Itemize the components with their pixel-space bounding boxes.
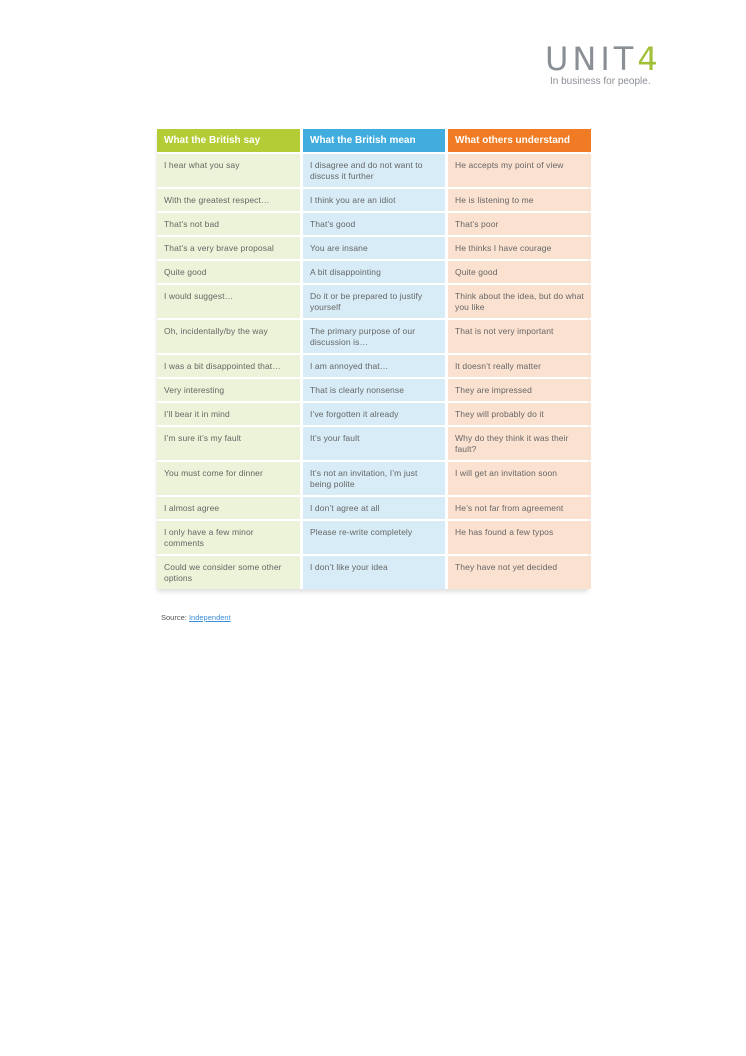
cell-british-say: Quite good xyxy=(157,261,300,283)
logo-tagline: In business for people. xyxy=(550,76,651,87)
cell-british-mean: You are insane xyxy=(303,237,445,259)
british-phrases-table-container xyxy=(157,129,588,589)
cell-british-say: That’s a very brave proposal xyxy=(157,237,300,259)
cell-others-understand: Quite good xyxy=(448,261,591,283)
source-line xyxy=(161,613,231,622)
cell-british-say: I’m sure it’s my fault xyxy=(157,427,300,460)
header-what-british-mean: What the British mean xyxy=(303,129,445,152)
table-row xyxy=(157,261,591,283)
cell-others-understand: He is listening to me xyxy=(448,189,591,211)
cell-others-understand: He accepts my point of view xyxy=(448,154,591,187)
cell-british-say: Could we consider some other options xyxy=(157,556,300,589)
logo-mark-text: UNIT xyxy=(545,40,638,78)
table-row xyxy=(157,521,591,554)
cell-british-mean: I’ve forgotten it already xyxy=(303,403,445,425)
table-row xyxy=(157,237,591,259)
cell-british-mean: I am annoyed that… xyxy=(303,355,445,377)
cell-british-mean: Please re-write completely xyxy=(303,521,445,554)
cell-others-understand: That’s poor xyxy=(448,213,591,235)
cell-british-mean: I disagree and do not want to discuss it further xyxy=(303,154,445,187)
cell-british-say: You must come for dinner xyxy=(157,462,300,495)
table-row xyxy=(157,285,591,318)
cell-others-understand: They will probably do it xyxy=(448,403,591,425)
cell-british-mean: I think you are an idiot xyxy=(303,189,445,211)
table-row xyxy=(157,379,591,401)
british-phrases-table xyxy=(154,127,594,591)
table-row xyxy=(157,154,591,187)
logo-mark xyxy=(545,42,658,76)
cell-british-mean: Do it or be prepared to justify yourself xyxy=(303,285,445,318)
cell-others-understand: He thinks I have courage xyxy=(448,237,591,259)
cell-british-say: With the greatest respect… xyxy=(157,189,300,211)
cell-others-understand: They are impressed xyxy=(448,379,591,401)
cell-british-say: I only have a few minor comments xyxy=(157,521,300,554)
table-header-row xyxy=(157,129,591,152)
source-label: Source: xyxy=(161,613,187,622)
cell-others-understand: He has found a few typos xyxy=(448,521,591,554)
cell-others-understand: It doesn’t really matter xyxy=(448,355,591,377)
header-what-british-say: What the British say xyxy=(157,129,300,152)
table-row xyxy=(157,213,591,235)
table-row xyxy=(157,189,591,211)
logo-mark-digit: 4 xyxy=(637,40,658,78)
source-link[interactable]: Independent xyxy=(188,613,231,622)
header-what-others-understand: What others understand xyxy=(448,129,591,152)
table-row xyxy=(157,427,591,460)
cell-british-say: Very interesting xyxy=(157,379,300,401)
cell-british-say: I would suggest… xyxy=(157,285,300,318)
unit4-logo xyxy=(540,40,662,92)
table-body xyxy=(157,154,591,589)
cell-british-say: That’s not bad xyxy=(157,213,300,235)
cell-british-mean: I don’t agree at all xyxy=(303,497,445,519)
cell-british-say: I almost agree xyxy=(157,497,300,519)
table-row xyxy=(157,403,591,425)
table-row xyxy=(157,556,591,589)
cell-british-mean: It’s not an invitation, I’m just being polite xyxy=(303,462,445,495)
cell-british-mean: It’s your fault xyxy=(303,427,445,460)
cell-british-mean: I don’t like your idea xyxy=(303,556,445,589)
table-row xyxy=(157,497,591,519)
table-row xyxy=(157,355,591,377)
cell-british-say: Oh, incidentally/by the way xyxy=(157,320,300,353)
cell-others-understand: I will get an invitation soon xyxy=(448,462,591,495)
cell-british-mean: That is clearly nonsense xyxy=(303,379,445,401)
cell-british-mean: That’s good xyxy=(303,213,445,235)
table-row xyxy=(157,462,591,495)
cell-others-understand: He’s not far from agreement xyxy=(448,497,591,519)
table-row xyxy=(157,320,591,353)
cell-british-say: I hear what you say xyxy=(157,154,300,187)
cell-british-mean: The primary purpose of our discussion is… xyxy=(303,320,445,353)
cell-others-understand: They have not yet decided xyxy=(448,556,591,589)
cell-others-understand: Why do they think it was their fault? xyxy=(448,427,591,460)
cell-others-understand: Think about the idea, but do what you like xyxy=(448,285,591,318)
cell-british-mean: A bit disappointing xyxy=(303,261,445,283)
cell-british-say: I was a bit disappointed that… xyxy=(157,355,300,377)
cell-others-understand: That is not very important xyxy=(448,320,591,353)
cell-british-say: I’ll bear it in mind xyxy=(157,403,300,425)
